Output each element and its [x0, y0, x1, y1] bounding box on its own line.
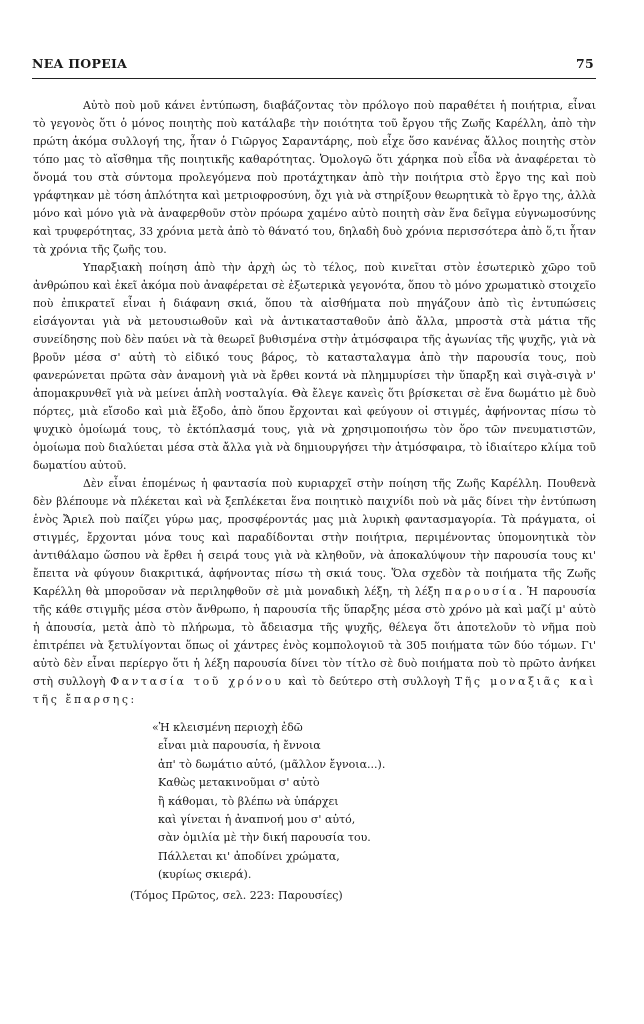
paragraph-3-mid: καὶ τὸ δεύτερο στὴ συλλογὴ: [288, 675, 450, 688]
poem-line: «Ἡ κλεισμένη περιοχὴ ἐδῶ: [152, 721, 303, 734]
article-body: [33, 97, 596, 905]
paragraph-2: Υπαρξιακὴ ποίηση ἀπὸ τὴν ἀρχὴ ὡς τὸ τέλος, ποὺ κινεῖται στὸν ἐσωτερικὸ χῶρο τοῦ ἀνθρώπου καὶ ἐκεῖ ἀκόμα ποὺ ἀναφέρεται σὲ ἐξωτερικὰ γεγονότα, ὅπου τὸ μόνο χρωματικὸ στοιχεῖο ποὺ ἐπικρατεῖ εἶναι ἡ διάφανη σκιά, ὅπου τὰ αἰσθήματα ποὺ πηγάζουν ἀπὸ τὶς ἐντυπώσεις εἰσάγονται γιὰ νὰ μετουσιωθοῦν καὶ νὰ ἀντικατασταθοῦν ἀπὸ ἄλλα, μπροστὰ στὰ μάτια τῆς συνείδησης ποὺ δὲν παύει νὰ τὰ θεωρεῖ βυθισμένα στὴν ἀτμόσφαιρα τῆς ἀγωνίας τῆς ψυχῆς, γιὰ νὰ βροῦν μέσα σ' αὐτὴ τὸ εἰδικό τους βάρος, τὸ κατασταλαγμα ἀπὸ τὴν παρουσία τους, ποὺ φανερώνεται πρῶτα σὰν ἀναμονὴ γιὰ νὰ ἔρθει κοντά νὰ πλημμυρίσει τὴν ὕπαρξη καὶ σιγὰ-σιγὰ ν' ἀπομακρυνθεῖ γιὰ νὰ μείνει ἁπλὴ νοσταλγία. Θὰ ἔλεγε κανεὶς ὅτι βρίσκεται σὲ ἕνα δωμάτιο μὲ δυὸ πόρτες, μιὰ εἴσοδο καὶ μιὰ ἔξοδο, ἀπὸ ὅπου ἔρχονται καὶ φεύγουν οἱ στιγμές, ἀφήνοντας πίσω τὸ ψυχικὸ ὁμοίωμά τους, τὸ ἐκτόπλασμά τους, γιὰ νὰ χρησιμοποιήσω τὸν ὅρο τῶν πνευματιστῶν, ὁμοίωμα ποὺ διαλύεται μέσα στὰ ἄλλα γιὰ νὰ δημιουργήσει τὴν ἀτμόσφαιρα, τὸ ἰδιαίτερο κλίμα τοῦ δωματίου αὐτοῦ.: [33, 261, 596, 472]
paragraph-3: [33, 475, 596, 709]
poem-line: καὶ γίνεται ἡ ἀναπνοή μου σ' αὐτό,: [158, 813, 356, 827]
paragraph-3-start: Δὲν εἶναι ἑπομένως ἡ φαντασία ποὺ κυριαρχεῖ στὴν ποίηση τῆς Ζωῆς Καρέλλη. Πουθενὰ δὲν βλέπουμε νὰ πλέκεται καὶ νὰ ξεπλέκεται ἕνα ποιητικὸ παιχνίδι ποὺ νὰ μᾶς δίνει τὴν ἐντύπωση ἑνὸς Ἄριελ ποὺ παίζει γύρω μας, προσφέροντάς μας μιὰ λυρικὴ φαντασμαγορία. Τὰ πράγματα, οἱ στιγμές, ἔρχονται μόνα τους καὶ παραδίδονται στὴν ποιήτρια, περιμένοντας ὑπομονητικὰ τὸν ἀντιθάλαμο ὥσπου νὰ ἔρθει ἡ σειρά τους γιὰ νὰ κληθοῦν, νὰ ἀποκαλύψουν τὴν παρουσία τους κι' ἔπειτα νὰ φύγουν διακριτικά, ἀφήνοντας πίσω τὴ σκιά τους. Ὅλα σχεδὸν τὰ ποιήματα τῆς Ζωῆς Καρέλλη θὰ μποροῦσαν νὰ περιληφθοῦν σὲ μιὰ μοναδικὴ λέξη, τὴ λέξη: [33, 477, 596, 598]
poem-line: Πάλλεται κι' ἀποδίνει χρώματα,: [158, 849, 340, 863]
page-number: 75: [576, 56, 594, 71]
header-rule: [32, 78, 596, 79]
poem-line: (κυρίως σκιερά).: [158, 868, 252, 882]
poem-line: Καθὼς μετακινοῦμαι σ' αὐτὸ: [158, 776, 320, 790]
poem-quote: [33, 719, 596, 885]
paragraph-1: Αὐτὸ ποὺ μοῦ κάνει ἐντύπωση, διαβάζοντας τὸν πρόλογο ποὺ παραθέτει ἡ ποιήτρια, εἶναι τὸ γεγονὸς ὅτι ὁ μόνος ποιητὴς ποὺ κατάλαβε τὴν ποιότητα τοῦ ἔργου τῆς Ζωῆς Καρέλλη, ἀπὸ τὴν πρώτη ἀκόμα συλλογή της, ἦταν ὁ Γιῶργος Σαραντάρης, ποὺ εἶχε ὅσο κανένας ἄλλος ποιητὴς στὸν τόπο μας τὸ αἴσθημα τῆς ποιητικῆς καθαρότητας. Ὁμολογῶ ὅτι χάρηκα ποὺ εἶδα νὰ ἀναφέρεται τὸ ὄνομά του στὰ σύντομα προλεγόμενα ποὺ προτάχτηκαν ἀπὸ τὴν ποιήτρια στὸ ἔργο της καὶ ποὺ γράφτηκαν μὲ τόση ἁπλότητα καὶ μετριοφροσύνη, ὄχι γιὰ νὰ στηρίξουν θεωρητικὰ τὸ ἔργο της, ἀλλὰ μόνο καὶ μόνο γιὰ νὰ ἀναφερθοῦν στὸν πρόωρα χαμένο αὐτὸ ποιητὴ σὰν ἕνα δεῖγμα εὐγνωμοσύνης καὶ τρυφερότητας, 33 χρόνια μετὰ ἀπὸ τὸ θάνατό του, δηλαδὴ δυὸ χρόνια περισσότερα ἀπὸ ὅ,τι ἦταν τὰ χρόνια τῆς ζωῆς του.: [33, 99, 596, 256]
poem-line: σὰν ὁμιλία μὲ τὴν δική παρουσία του.: [158, 831, 371, 845]
poem-line: ἀπ' τὸ δωμάτιο αὐτό, (μᾶλλον ἔγνοια...).: [158, 757, 386, 771]
spaced-term-parousia: παρουσία: [444, 585, 519, 598]
paragraph-3-continuation: . Ἡ παρουσία τῆς κάθε στιγμῆς μέσα στὸν ἄνθρωπο, ἡ παρουσία τῆς ὕπαρξης μέσα στὸ χρόνο μὰ καὶ μαζί μ' αὐτὸ ἡ ἀπουσία, μετὰ ἀπὸ τὸ πλήρωμα, τὸ ἄδειασμα τῆς ψυχῆς, θέλεγα ὅτι ἀποτελοῦν τὸ νῆμα ποὺ ἐπιτρέπει νὰ ξετυλίγονται ὅπως οἱ χάντρες ἑνὸς κομπολογιοῦ τὰ 305 ποιήματα τῶν δύο τόμων. Γι' αὐτὸ δὲν εἶναι περίεργο ὅτι ἡ λέξη παρουσία δίνει τὸν τίτλο σὲ δυὸ ποιήματα ποὺ τὸ πρῶτο ἀνήκει στὴ συλλογὴ: [33, 585, 596, 688]
journal-title: ΝΕΑ ΠΟΡΕΙΑ: [32, 56, 128, 71]
poem-line: εἶναι μιὰ παρουσία, ἡ ἔννοια: [158, 739, 321, 753]
page-header: [32, 56, 594, 71]
collection-title-monaxia: Τῆς μοναξιᾶς καὶ τῆς ἔπαρσης:: [33, 675, 596, 706]
poem-citation: (Τόμος Πρῶτος, σελ. 223: Παρουσίες): [130, 888, 343, 902]
collection-title-fantasia: Φαντασία τοῦ χρόνου: [110, 675, 284, 688]
poem-line: ἢ κάθομαι, τὸ βλέπω νὰ ὑπάρχει: [158, 794, 339, 808]
